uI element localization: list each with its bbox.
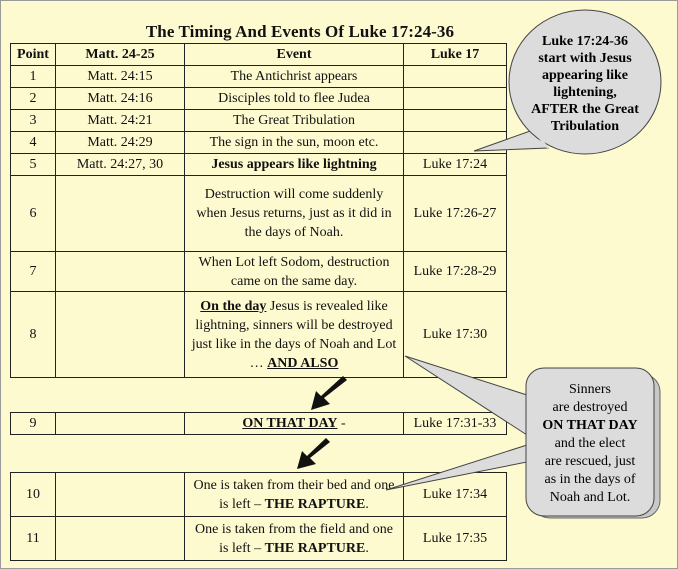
cell-event: The Antichrist appears: [185, 66, 404, 88]
cell-event: Jesus appears like lightning: [185, 154, 404, 176]
down-left-arrow-icon: [311, 376, 347, 410]
down-left-arrow-icon: [297, 438, 330, 469]
top-callout-bubble: [474, 10, 661, 154]
cell-luke: Luke 17:28-29: [404, 252, 507, 292]
event-text: Jesus is revealed like lightning, sinners will be destroyed just like in the days of Noah and Lot …: [191, 298, 397, 371]
bottom-callout-bubble: [386, 356, 660, 518]
bottom-callout-line5: are rescued, just: [544, 454, 636, 469]
top-callout-line6: Tribulation: [550, 119, 620, 134]
cell-point: 11: [11, 517, 56, 561]
rapture-text: THE RAPTURE: [264, 540, 366, 556]
cell-event: Destruction will come suddenly when Jesus returns, just as it did in the days of Noah.: [185, 176, 404, 252]
cell-event: When Lot left Sodom, destruction came on the same day.: [185, 252, 404, 292]
cell-matt: Matt. 24:16: [56, 88, 185, 110]
page-title: The Timing And Events Of Luke 17:24-36: [145, 22, 455, 41]
cell-point: 2: [11, 88, 56, 110]
event-text-end: .: [365, 496, 369, 512]
top-callout-line3: appearing like: [542, 68, 628, 83]
top-callout-line4: lightening,: [553, 85, 617, 100]
cell-point: 4: [11, 132, 56, 154]
header-point: Point: [11, 44, 56, 66]
cell-matt: Matt. 24:27, 30: [56, 154, 185, 176]
event-text: One is taken from the field and one is left –: [195, 521, 393, 556]
cell-matt: Matt. 24:29: [56, 132, 185, 154]
bottom-callout-line6: as in the days of: [544, 472, 636, 487]
cell-event: The sign in the sun, moon etc.: [185, 132, 404, 154]
cell-matt: Matt. 24:21: [56, 110, 185, 132]
bottom-callout-line7: Noah and Lot.: [549, 490, 631, 505]
cell-event: The Great Tribulation: [185, 110, 404, 132]
top-callout-line5: AFTER the Great: [531, 102, 639, 117]
bottom-callout-line1: Sinners: [569, 382, 611, 397]
rapture-text: THE RAPTURE: [264, 496, 366, 512]
header-luke: Luke 17: [404, 44, 507, 66]
event-text: One is taken from their bed and one is left –: [193, 477, 395, 512]
on-the-day-text: On the day: [200, 298, 267, 314]
cell-luke: Luke 17:34: [404, 473, 507, 517]
cell-point: 6: [11, 176, 56, 252]
event-text: -: [337, 416, 346, 431]
bottom-callout-line2: are destroyed: [552, 400, 628, 415]
cell-point: 9: [11, 413, 56, 435]
top-callout-line1: Luke 17:24-36: [542, 34, 628, 49]
bottom-callout-line4: and the elect: [554, 436, 626, 451]
on-that-day-text: ON THAT DAY: [242, 416, 338, 431]
cell-luke: Luke 17:26-27: [404, 176, 507, 252]
bottom-callout-line3: ON THAT DAY: [542, 418, 638, 433]
event-text-end: .: [365, 540, 369, 556]
cell-point: 7: [11, 252, 56, 292]
header-event: Event: [185, 44, 404, 66]
top-callout-line2: start with Jesus: [538, 51, 632, 66]
cell-matt: Matt. 24:15: [56, 66, 185, 88]
cell-luke: Luke 17:30: [404, 292, 507, 378]
and-also-text: AND ALSO: [267, 355, 339, 371]
cell-luke: Luke 17:35: [404, 517, 507, 561]
cell-point: 5: [11, 154, 56, 176]
cell-luke: Luke 17:24: [404, 154, 507, 176]
header-matt: Matt. 24-25: [56, 44, 185, 66]
cell-luke: Luke 17:31-33: [404, 413, 507, 435]
cell-event: Disciples told to flee Judea: [185, 88, 404, 110]
cell-point: 8: [11, 292, 56, 378]
cell-point: 1: [11, 66, 56, 88]
cell-point: 10: [11, 473, 56, 517]
cell-point: 3: [11, 110, 56, 132]
